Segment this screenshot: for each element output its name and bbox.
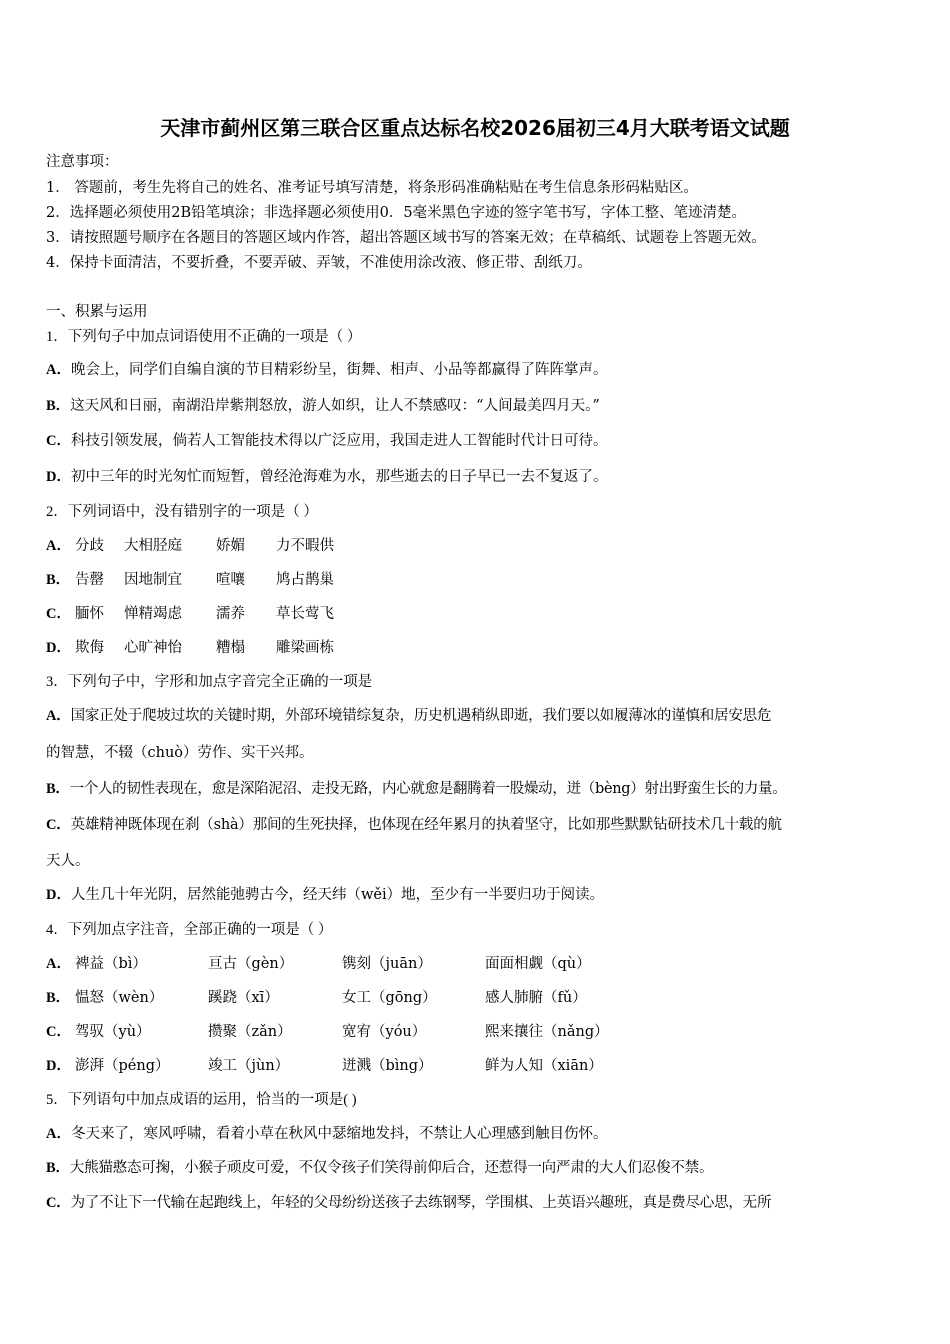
question-5-stem: 5．下列语句中加点成语的运用，恰当的一项是( ) xyxy=(46,1092,357,1108)
option-word: 糟榻 xyxy=(216,640,245,656)
option-text: 冬天来了，寒风呼啸，看着小草在秋风中瑟缩地发抖，不禁让人心理感到触目伤怀。 xyxy=(70,1126,608,1142)
option-text: 英雄精神既体现在刹（shà）那间的生死抉择，也体现在经年累月的执着坚守，比如那些默默钻研技术几十载的航 xyxy=(70,817,782,833)
option-text: 这天风和日丽，南湖沿岸紫荆怒放，游人如织，让人不禁感叹：“人间最美四月天。” xyxy=(70,398,600,414)
q1-option-d xyxy=(46,467,607,487)
option-word: 草长莺飞 xyxy=(276,606,334,622)
question-1-stem: 1．下列句子中加点词语使用不正确的一项是（ ） xyxy=(46,329,362,345)
q5-option-a xyxy=(46,1124,607,1144)
option-letter: B． xyxy=(46,990,71,1006)
option-word: 力不暇供 xyxy=(276,538,334,554)
option-letter: C． xyxy=(46,433,71,449)
q3-option-a-cont: 的智慧，不辍（chuò）劳作、实干兴邦。 xyxy=(46,745,314,761)
q5-option-c xyxy=(46,1193,771,1213)
notice-item: 2．选择题必须使用2B铅笔填涂；非选择题必须使用0．5毫米黑色字迹的签字笔书写，字体工整、笔迹清楚。 xyxy=(46,205,747,221)
option-letter: B． xyxy=(46,572,71,588)
option-word: 大相胫庭 xyxy=(124,538,182,554)
option-item: 鲜为人知（xiān） xyxy=(485,1058,603,1074)
question-4-stem: 4．下列加点字注音，全部正确的一项是（ ） xyxy=(46,922,333,938)
option-letter: C． xyxy=(46,817,71,833)
option-letter: D． xyxy=(46,640,71,656)
option-item: 亘古（gèn） xyxy=(208,956,294,972)
option-letter: C． xyxy=(46,606,71,622)
q3-option-d xyxy=(46,885,604,905)
question-3-stem: 3．下列句子中，字形和加点字音完全正确的一项是 xyxy=(46,674,373,690)
option-letter: B． xyxy=(46,1160,70,1176)
section-heading: 一、积累与运用 xyxy=(46,304,148,320)
question-2-stem: 2．下列词语中，没有错别字的一项是（ ） xyxy=(46,504,318,520)
option-letter: C． xyxy=(46,1195,71,1211)
option-text: 国家正处于爬坡过坎的关键时期，外部环境错综复杂，历史机遇稍纵即逝，我们要以如履薄冰的谨慎和居安思危 xyxy=(70,708,772,724)
q3-option-b xyxy=(46,779,786,799)
notice-item: 4．保持卡面清洁，不要折叠，不要弄破、弄皱，不准使用涂改液、修正带、刮纸刀。 xyxy=(46,255,592,271)
option-letter: B． xyxy=(46,398,71,414)
option-text: 初中三年的时光匆忙而短暂，曾经沧海难为水，那些逝去的日子早已一去不复返了。 xyxy=(70,469,608,485)
option-word: 腼怀 xyxy=(75,606,104,622)
option-item: 熙来攘往（nǎng） xyxy=(485,1024,609,1040)
option-item: 女工（gōng） xyxy=(342,990,437,1006)
option-text: 科技引领发展，倘若人工智能技术得以广泛应用，我国走进人工智能时代计日可待。 xyxy=(70,433,608,449)
option-text: 大熊猫憨态可掬，小猴子顽皮可爱，不仅令孩子们笑得前仰后合，还惹得一向严肃的大人们忍俊不禁。 xyxy=(69,1160,714,1176)
option-word: 分歧 xyxy=(75,538,104,554)
option-text: 为了不让下一代输在起跑线上，年轻的父母纷纷送孩子去练钢琴，学围棋、上英语兴趣班，真是费尽心思，无所 xyxy=(70,1195,772,1211)
q3-option-c-cont: 天人。 xyxy=(46,853,90,869)
q1-option-b xyxy=(46,396,600,416)
option-word: 濡养 xyxy=(216,606,245,622)
option-word: 喧嚷 xyxy=(216,572,245,588)
option-word: 心旷神怡 xyxy=(124,640,182,656)
option-item: 攒聚（zǎn） xyxy=(208,1024,292,1040)
option-letter: B． xyxy=(46,781,70,797)
option-word: 娇媚 xyxy=(216,538,245,554)
option-letter: A． xyxy=(46,956,71,972)
option-item: 蹊跷（xī） xyxy=(208,990,279,1006)
option-word: 告罄 xyxy=(75,572,104,588)
option-word: 雕梁画栋 xyxy=(276,640,334,656)
q1-option-a xyxy=(46,360,607,380)
q3-option-c xyxy=(46,815,782,835)
option-word: 鸠占鹊巢 xyxy=(276,572,334,588)
q3-option-a xyxy=(46,706,771,726)
option-letter: C． xyxy=(46,1024,71,1040)
q1-option-c xyxy=(46,431,607,451)
option-word: 惮精竭虑 xyxy=(124,606,182,622)
option-text: 人生几十年光阴，居然能弛骋古今，经天纬（wěi）地，至少有一半要归功于阅读。 xyxy=(70,887,605,903)
option-item: 竣工（jùn） xyxy=(208,1058,290,1074)
notice-item: 1． 答题前，考生先将自己的姓名、准考证号填写清楚，将条形码准确粘贴在考生信息条形码粘贴区。 xyxy=(46,180,698,196)
notice-heading: 注意事项： xyxy=(46,154,119,170)
option-word: 欺侮 xyxy=(75,640,104,656)
option-item: 驾驭（yù） xyxy=(75,1024,151,1040)
option-letter: D． xyxy=(46,1058,71,1074)
option-text: 一个人的韧性表现在，愈是深陷泥沼、走投无路，内心就愈是翻腾着一股燥动，迸（bèng）射出野蛮生长的力量。 xyxy=(69,781,787,797)
option-word: 因地制宜 xyxy=(124,572,182,588)
option-letter: D． xyxy=(46,469,71,485)
option-letter: A． xyxy=(46,1126,71,1142)
option-item: 迸溅（bìng） xyxy=(342,1058,433,1074)
option-item: 愠怒（wèn） xyxy=(75,990,164,1006)
notice-item: 3．请按照题号顺序在各题目的答题区域内作答，超出答题区域书写的答案无效；在草稿纸、试题卷上答题无效。 xyxy=(46,230,766,246)
option-letter: D． xyxy=(46,887,71,903)
option-item: 裨益（bì） xyxy=(75,956,147,972)
option-item: 镌刻（juān） xyxy=(342,956,432,972)
option-item: 澎湃（péng） xyxy=(75,1058,170,1074)
option-item: 面面相觑（qù） xyxy=(485,956,591,972)
option-letter: A． xyxy=(46,708,71,724)
option-item: 感人肺腑（fǔ） xyxy=(485,990,587,1006)
option-item: 宽宥（yóu） xyxy=(342,1024,427,1040)
option-letter: A． xyxy=(46,538,71,554)
option-text: 晚会上，同学们自编自演的节目精彩纷呈，街舞、相声、小品等都赢得了阵阵掌声。 xyxy=(70,362,608,378)
q5-option-b xyxy=(46,1158,713,1178)
option-letter: A． xyxy=(46,362,71,378)
page-title: 天津市蓟州区第三联合区重点达标名校2026届初三4月大联考语文试题 xyxy=(160,116,790,140)
